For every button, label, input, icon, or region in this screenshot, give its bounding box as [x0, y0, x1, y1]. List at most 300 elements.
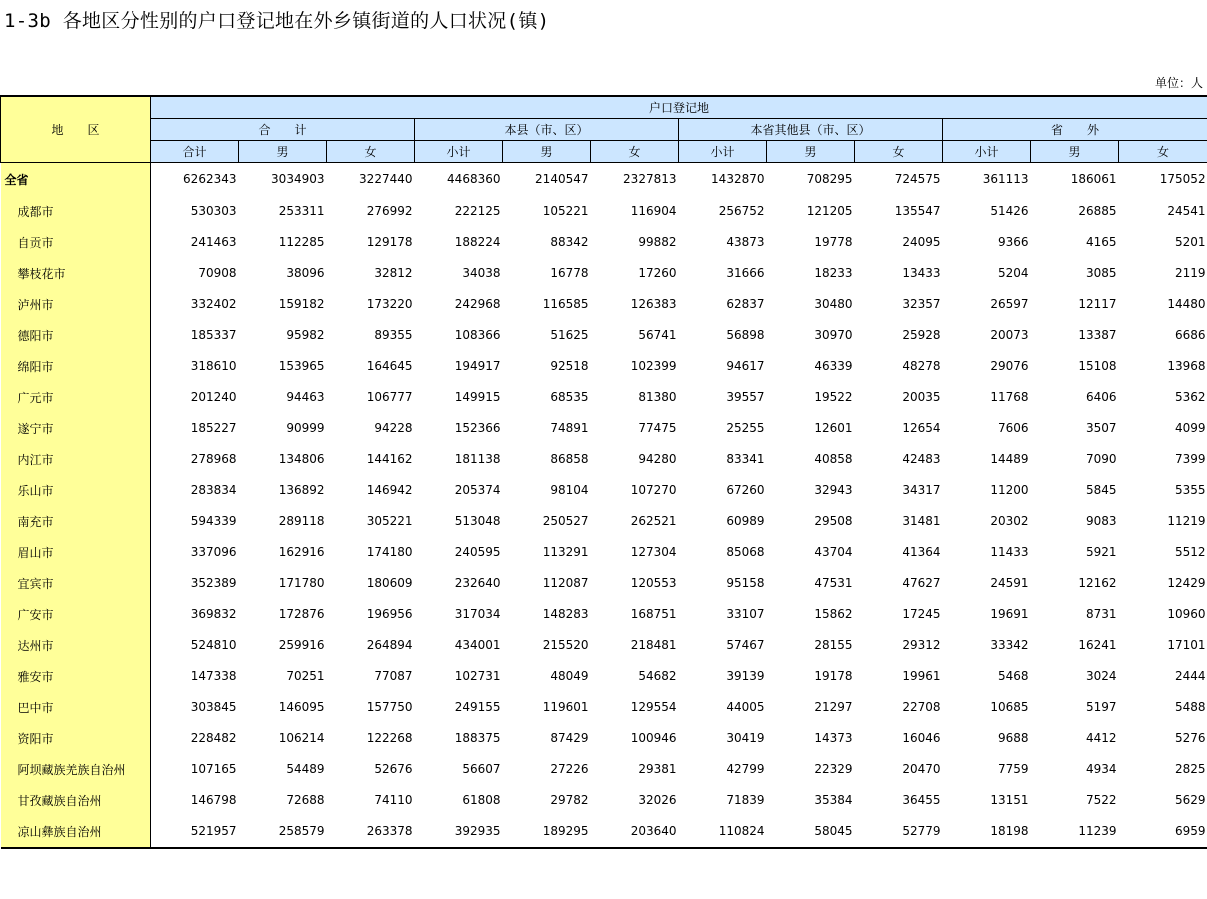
value-cell: 60989 [726, 514, 765, 528]
value-cell: 67260 [726, 483, 765, 497]
value-cell: 5845 [1085, 483, 1117, 497]
value-cell: 20073 [990, 328, 1029, 342]
value-cell: 6406 [1085, 390, 1117, 404]
region-cell: 达州市 [1, 630, 151, 661]
value-cell: 149915 [454, 390, 501, 404]
table-row [1, 258, 1207, 289]
value-cell: 513048 [454, 514, 501, 528]
value-cell: 369832 [190, 607, 237, 621]
value-cell: 3034903 [271, 172, 325, 186]
region-cell: 自贡市 [1, 227, 151, 258]
table-row [1, 692, 1207, 723]
value-cell: 42483 [902, 452, 941, 466]
value-cell: 13433 [902, 266, 941, 280]
value-cell: 3085 [1085, 266, 1117, 280]
value-cell: 4412 [1085, 731, 1117, 745]
value-cell: 218481 [630, 638, 677, 652]
table-row [1, 444, 1207, 475]
value-cell: 16241 [1078, 638, 1117, 652]
value-cell: 51426 [990, 204, 1029, 218]
value-cell: 40858 [814, 452, 853, 466]
value-cell: 530303 [190, 204, 237, 218]
table-row [1, 568, 1207, 599]
table-row [1, 413, 1207, 444]
value-cell: 94463 [286, 390, 325, 404]
region-cell: 凉山彝族自治州 [1, 816, 151, 848]
page-title: 1-3b 各地区分性别的户口登记地在外乡镇街道的人口状况(镇) [4, 10, 550, 32]
value-cell: 12117 [1078, 297, 1117, 311]
value-cell: 264894 [366, 638, 413, 652]
value-cell: 146942 [366, 483, 413, 497]
value-cell: 9366 [997, 235, 1029, 249]
table-row [1, 630, 1207, 661]
value-cell: 135547 [894, 204, 941, 218]
region-header: 地 区 [1, 96, 151, 162]
value-cell: 153965 [278, 359, 325, 373]
subcol-header: 男 [503, 140, 591, 162]
value-cell: 74891 [550, 421, 589, 435]
value-cell: 19961 [902, 669, 941, 683]
value-cell: 22708 [902, 700, 941, 714]
value-cell: 263378 [327, 816, 415, 848]
value-cell: 22329 [814, 762, 853, 776]
value-cell: 70908 [198, 266, 237, 280]
value-cell: 26885 [1078, 204, 1117, 218]
value-cell: 20470 [902, 762, 941, 776]
region-cell: 成都市 [1, 196, 151, 227]
group-header-out-of-province: 省 外 [943, 118, 1207, 140]
value-cell: 15862 [814, 607, 853, 621]
value-cell: 28155 [814, 638, 853, 652]
value-cell: 215520 [542, 638, 589, 652]
region-cell: 雅安市 [1, 661, 151, 692]
value-cell: 19178 [814, 669, 853, 683]
value-cell: 6959 [1119, 816, 1207, 848]
value-cell: 126383 [630, 297, 677, 311]
value-cell: 203640 [591, 816, 679, 848]
value-cell: 107165 [190, 762, 237, 776]
value-cell: 19522 [814, 390, 853, 404]
value-cell: 148283 [542, 607, 589, 621]
value-cell: 7606 [997, 421, 1029, 435]
subcol-header: 女 [855, 140, 943, 162]
value-cell: 3024 [1085, 669, 1117, 683]
value-cell: 34317 [902, 483, 941, 497]
value-cell: 29076 [990, 359, 1029, 373]
value-cell: 100946 [630, 731, 677, 745]
value-cell: 48049 [550, 669, 589, 683]
value-cell: 56607 [462, 762, 501, 776]
region-cell: 全省 [1, 162, 151, 196]
subcol-header: 小计 [679, 140, 767, 162]
value-cell: 144162 [366, 452, 413, 466]
group-header-same-county: 本县（市、区） [415, 118, 679, 140]
value-cell: 152366 [454, 421, 501, 435]
table-row [1, 382, 1207, 413]
value-cell: 7399 [1175, 452, 1206, 466]
value-cell: 724575 [894, 172, 941, 186]
value-cell: 134806 [278, 452, 325, 466]
value-cell: 2140547 [535, 172, 589, 186]
value-cell: 92518 [550, 359, 589, 373]
value-cell: 181138 [454, 452, 501, 466]
value-cell: 172876 [278, 607, 325, 621]
subcol-header: 男 [1031, 140, 1119, 162]
value-cell: 5488 [1175, 700, 1206, 714]
value-cell: 122268 [366, 731, 413, 745]
value-cell: 14489 [990, 452, 1029, 466]
table-row [1, 320, 1207, 351]
region-cell: 宜宾市 [1, 568, 151, 599]
value-cell: 250527 [542, 514, 589, 528]
value-cell: 129178 [366, 235, 413, 249]
value-cell: 30480 [814, 297, 853, 311]
value-cell: 106777 [366, 390, 413, 404]
value-cell: 20035 [902, 390, 941, 404]
value-cell: 249155 [454, 700, 501, 714]
value-cell: 173220 [366, 297, 413, 311]
value-cell: 5629 [1175, 793, 1206, 807]
value-cell: 30419 [726, 731, 765, 745]
value-cell: 5362 [1175, 390, 1206, 404]
value-cell: 168751 [630, 607, 677, 621]
value-cell: 120553 [630, 576, 677, 590]
value-cell: 6686 [1175, 328, 1206, 342]
value-cell: 119601 [542, 700, 589, 714]
region-cell: 资阳市 [1, 723, 151, 754]
value-cell: 51625 [550, 328, 589, 342]
value-cell: 77087 [374, 669, 413, 683]
value-cell: 94228 [374, 421, 413, 435]
region-cell: 广安市 [1, 599, 151, 630]
value-cell: 5921 [1085, 545, 1117, 559]
value-cell: 337096 [190, 545, 237, 559]
value-cell: 12429 [1167, 576, 1206, 590]
value-cell: 61808 [462, 793, 501, 807]
value-cell: 12601 [814, 421, 853, 435]
subcol-header: 男 [767, 140, 855, 162]
value-cell: 5468 [997, 669, 1029, 683]
table-row [1, 661, 1207, 692]
value-cell: 146798 [190, 793, 237, 807]
value-cell: 58045 [767, 816, 855, 848]
value-cell: 11200 [990, 483, 1029, 497]
value-cell: 180609 [366, 576, 413, 590]
value-cell: 18233 [814, 266, 853, 280]
value-cell: 29508 [814, 514, 853, 528]
value-cell: 17245 [902, 607, 941, 621]
value-cell: 56741 [638, 328, 677, 342]
value-cell: 14480 [1167, 297, 1206, 311]
value-cell: 43873 [726, 235, 765, 249]
value-cell: 88342 [550, 235, 589, 249]
value-cell: 31481 [902, 514, 941, 528]
value-cell: 228482 [190, 731, 237, 745]
value-cell: 188224 [454, 235, 501, 249]
value-cell: 17101 [1167, 638, 1206, 652]
value-cell: 77475 [638, 421, 677, 435]
table-row [1, 506, 1207, 537]
table-row [1, 537, 1207, 568]
value-cell: 112285 [278, 235, 325, 249]
subcol-header: 小计 [943, 140, 1031, 162]
value-cell: 5197 [1085, 700, 1117, 714]
table-row [1, 227, 1207, 258]
value-cell: 361113 [982, 172, 1029, 186]
value-cell: 87429 [550, 731, 589, 745]
subcol-header: 女 [591, 140, 679, 162]
value-cell: 94280 [638, 452, 677, 466]
value-cell: 95982 [286, 328, 325, 342]
value-cell: 10960 [1167, 607, 1206, 621]
value-cell: 5204 [997, 266, 1029, 280]
value-cell: 81380 [638, 390, 677, 404]
value-cell: 6262343 [183, 172, 237, 186]
value-cell: 20302 [990, 514, 1029, 528]
subcol-header: 女 [1119, 140, 1207, 162]
value-cell: 56898 [726, 328, 765, 342]
value-cell: 116585 [542, 297, 589, 311]
table-row [1, 289, 1207, 320]
value-cell: 13151 [990, 793, 1029, 807]
value-cell: 5512 [1175, 545, 1206, 559]
value-cell: 318610 [190, 359, 237, 373]
value-cell: 17260 [638, 266, 677, 280]
value-cell: 52676 [374, 762, 413, 776]
value-cell: 9688 [997, 731, 1029, 745]
region-cell: 德阳市 [1, 320, 151, 351]
value-cell: 185227 [190, 421, 237, 435]
value-cell: 392935 [415, 816, 503, 848]
value-cell: 13968 [1167, 359, 1206, 373]
subcol-header: 合计 [151, 140, 239, 162]
value-cell: 196956 [366, 607, 413, 621]
value-cell: 99882 [638, 235, 677, 249]
value-cell: 32026 [638, 793, 677, 807]
value-cell: 175052 [1159, 172, 1206, 186]
value-cell: 129554 [630, 700, 677, 714]
value-cell: 174180 [366, 545, 413, 559]
value-cell: 232640 [454, 576, 501, 590]
value-cell: 146095 [278, 700, 325, 714]
table-row [1, 785, 1207, 816]
value-cell: 201240 [190, 390, 237, 404]
value-cell: 34038 [462, 266, 501, 280]
region-cell: 绵阳市 [1, 351, 151, 382]
value-cell: 11768 [990, 390, 1029, 404]
value-cell: 262521 [630, 514, 677, 528]
value-cell: 36455 [902, 793, 941, 807]
value-cell: 10685 [990, 700, 1029, 714]
value-cell: 188375 [454, 731, 501, 745]
value-cell: 83341 [726, 452, 765, 466]
value-cell: 95158 [726, 576, 765, 590]
group-header-other-county: 本省其他县（市、区） [679, 118, 943, 140]
value-cell: 85068 [726, 545, 765, 559]
table-body [1, 162, 1207, 848]
registration-header: 户口登记地 [151, 96, 1207, 118]
table-row [1, 351, 1207, 382]
value-cell: 42799 [726, 762, 765, 776]
value-cell: 105221 [542, 204, 589, 218]
value-cell: 24095 [902, 235, 941, 249]
value-cell: 44005 [726, 700, 765, 714]
value-cell: 31666 [726, 266, 765, 280]
value-cell: 24541 [1167, 204, 1206, 218]
value-cell: 2327813 [623, 172, 677, 186]
value-cell: 102731 [454, 669, 501, 683]
value-cell: 5201 [1175, 235, 1206, 249]
value-cell: 4468360 [447, 172, 501, 186]
value-cell: 303845 [190, 700, 237, 714]
value-cell: 29381 [638, 762, 677, 776]
value-cell: 32812 [374, 266, 413, 280]
value-cell: 241463 [190, 235, 237, 249]
value-cell: 62837 [726, 297, 765, 311]
region-cell: 南充市 [1, 506, 151, 537]
value-cell: 41364 [902, 545, 941, 559]
value-cell: 39139 [726, 669, 765, 683]
region-cell: 内江市 [1, 444, 151, 475]
value-cell: 26597 [990, 297, 1029, 311]
value-cell: 72688 [286, 793, 325, 807]
value-cell: 11219 [1167, 514, 1206, 528]
value-cell: 47531 [814, 576, 853, 590]
value-cell: 110824 [679, 816, 767, 848]
value-cell: 19778 [814, 235, 853, 249]
population-table [0, 95, 1207, 849]
value-cell: 4165 [1085, 235, 1117, 249]
value-cell: 159182 [278, 297, 325, 311]
value-cell: 32357 [902, 297, 941, 311]
value-cell: 13387 [1078, 328, 1117, 342]
value-cell: 116904 [630, 204, 677, 218]
value-cell: 12162 [1078, 576, 1117, 590]
value-cell: 278968 [190, 452, 237, 466]
value-cell: 29312 [902, 638, 941, 652]
region-cell: 遂宁市 [1, 413, 151, 444]
value-cell: 147338 [190, 669, 237, 683]
value-cell: 2444 [1175, 669, 1206, 683]
value-cell: 258579 [239, 816, 327, 848]
value-cell: 11239 [1031, 816, 1119, 848]
value-cell: 89355 [374, 328, 413, 342]
value-cell: 9083 [1085, 514, 1117, 528]
value-cell: 171780 [278, 576, 325, 590]
value-cell: 222125 [454, 204, 501, 218]
value-cell: 112087 [542, 576, 589, 590]
value-cell: 107270 [630, 483, 677, 497]
value-cell: 43704 [814, 545, 853, 559]
value-cell: 121205 [806, 204, 853, 218]
value-cell: 35384 [814, 793, 853, 807]
value-cell: 98104 [550, 483, 589, 497]
value-cell: 106214 [278, 731, 325, 745]
table-row [1, 196, 1207, 227]
value-cell: 12654 [902, 421, 941, 435]
region-cell: 广元市 [1, 382, 151, 413]
value-cell: 185337 [190, 328, 237, 342]
value-cell: 305221 [366, 514, 413, 528]
value-cell: 253311 [278, 204, 325, 218]
value-cell: 7759 [997, 762, 1029, 776]
table-row-total [1, 162, 1207, 196]
table-row [1, 599, 1207, 630]
subcol-header: 小计 [415, 140, 503, 162]
value-cell: 70251 [286, 669, 325, 683]
table-header [1, 96, 1207, 162]
value-cell: 259916 [278, 638, 325, 652]
value-cell: 164645 [366, 359, 413, 373]
value-cell: 18198 [943, 816, 1031, 848]
value-cell: 21297 [814, 700, 853, 714]
value-cell: 68535 [550, 390, 589, 404]
value-cell: 24591 [990, 576, 1029, 590]
group-header-total: 合 计 [151, 118, 415, 140]
region-cell: 泸州市 [1, 289, 151, 320]
value-cell: 2825 [1175, 762, 1206, 776]
table-row [1, 723, 1207, 754]
value-cell: 11433 [990, 545, 1029, 559]
subcol-header: 男 [239, 140, 327, 162]
value-cell: 194917 [454, 359, 501, 373]
value-cell: 3507 [1085, 421, 1117, 435]
value-cell: 524810 [190, 638, 237, 652]
value-cell: 276992 [366, 204, 413, 218]
value-cell: 33342 [990, 638, 1029, 652]
value-cell: 14373 [814, 731, 853, 745]
value-cell: 352389 [190, 576, 237, 590]
value-cell: 86858 [550, 452, 589, 466]
value-cell: 127304 [630, 545, 677, 559]
value-cell: 71839 [726, 793, 765, 807]
value-cell: 54682 [638, 669, 677, 683]
value-cell: 1432870 [711, 172, 765, 186]
value-cell: 162916 [278, 545, 325, 559]
value-cell: 54489 [286, 762, 325, 776]
value-cell: 47627 [902, 576, 941, 590]
value-cell: 52779 [855, 816, 943, 848]
value-cell: 74110 [374, 793, 413, 807]
unit-label: 单位：人 [1154, 76, 1203, 90]
value-cell: 113291 [542, 545, 589, 559]
value-cell: 32943 [814, 483, 853, 497]
value-cell: 19691 [990, 607, 1029, 621]
value-cell: 186061 [1070, 172, 1117, 186]
value-cell: 332402 [190, 297, 237, 311]
value-cell: 25255 [726, 421, 765, 435]
value-cell: 2119 [1175, 266, 1206, 280]
value-cell: 15108 [1078, 359, 1117, 373]
value-cell: 242968 [454, 297, 501, 311]
value-cell: 5276 [1175, 731, 1206, 745]
value-cell: 4934 [1085, 762, 1117, 776]
region-cell: 阿坝藏族羌族自治州 [1, 754, 151, 785]
value-cell: 57467 [726, 638, 765, 652]
value-cell: 136892 [278, 483, 325, 497]
value-cell: 283834 [190, 483, 237, 497]
region-cell: 乐山市 [1, 475, 151, 506]
table-row [1, 475, 1207, 506]
value-cell: 90999 [286, 421, 325, 435]
value-cell: 594339 [190, 514, 237, 528]
value-cell: 189295 [503, 816, 591, 848]
value-cell: 8731 [1085, 607, 1117, 621]
value-cell: 94617 [726, 359, 765, 373]
table-row [1, 754, 1207, 785]
value-cell: 38096 [286, 266, 325, 280]
value-cell: 4099 [1175, 421, 1206, 435]
